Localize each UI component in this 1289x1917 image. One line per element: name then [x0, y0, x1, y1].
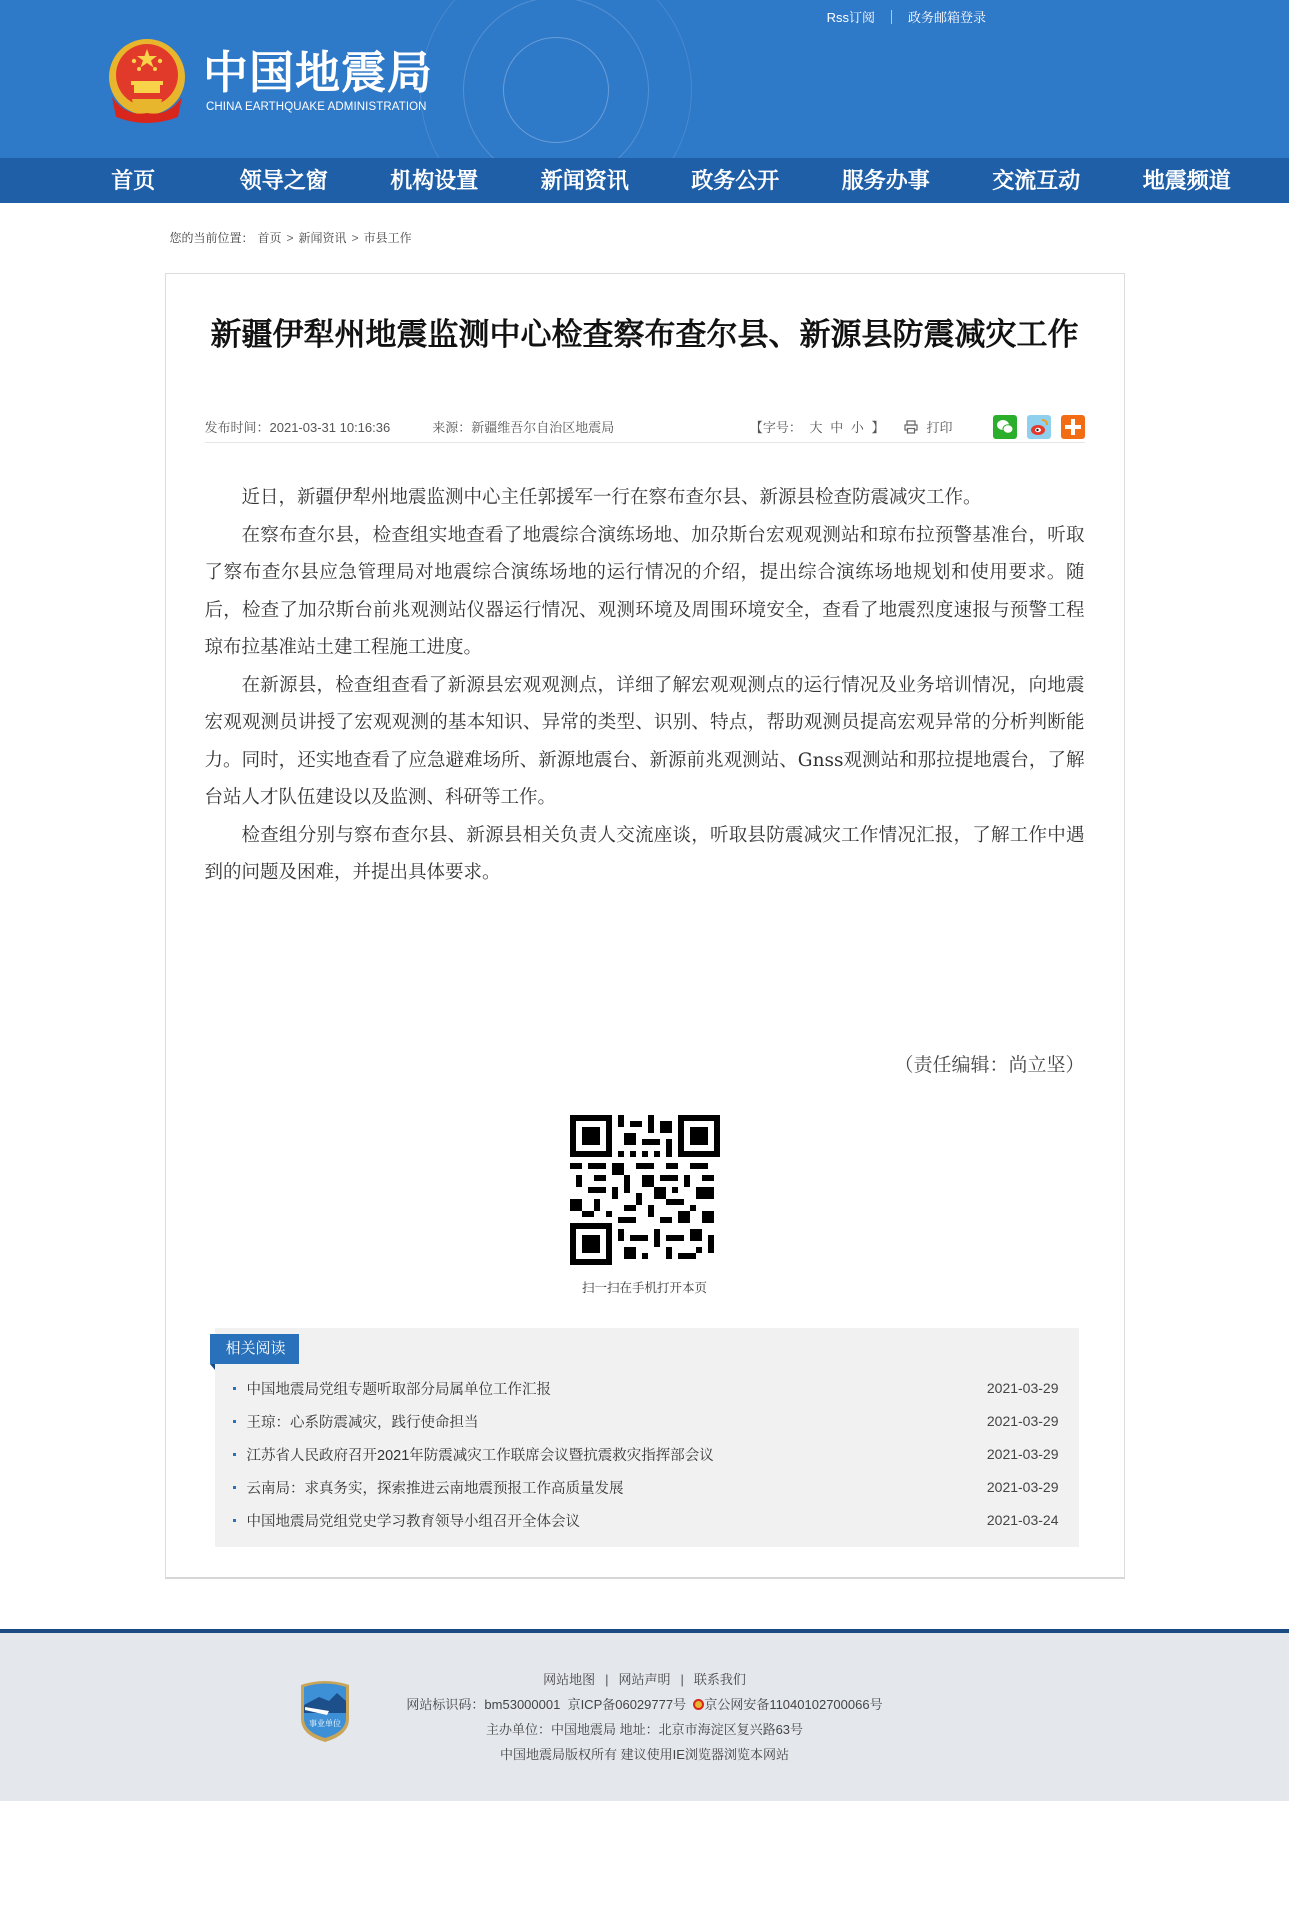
article-container [165, 273, 1125, 1579]
bullet-icon [233, 1486, 236, 1489]
related-link[interactable]: 中国地震局党组党史学习教育领导小组召开全体会议 [246, 1513, 580, 1530]
list-item [233, 1405, 1059, 1438]
bullet-icon [233, 1453, 236, 1456]
weibo-icon[interactable] [1027, 415, 1051, 439]
responsible-editor: （责任编辑：尚立坚） [894, 1053, 1085, 1076]
top-links [827, 7, 986, 26]
wechat-icon[interactable] [993, 415, 1017, 439]
article-paragraph: 检查组分别与察布查尔县、新源县相关负责人交流座谈，听取县防震减灾工作情况汇报，了解工作中遇到的问题及困难，并提出具体要求。 [204, 824, 1085, 883]
breadcrumb-separator: > [286, 231, 294, 245]
font-size-control [748, 417, 887, 436]
breadcrumb-home[interactable]: 首页 [257, 231, 282, 245]
breadcrumb-separator: > [351, 231, 359, 245]
related-date: 2021-03-24 [986, 1512, 1059, 1528]
more-share-icon[interactable] [1061, 415, 1085, 439]
article-meta [205, 413, 1085, 443]
svg-text:事业单位: 事业单位 [309, 1718, 341, 1728]
related-date: 2021-03-29 [986, 1380, 1059, 1396]
police-record-link[interactable]: 京公网安备11040102700066号 [704, 1696, 883, 1712]
nav-item-interaction[interactable]: 交流互动 [992, 168, 1081, 193]
nav-item-news[interactable]: 新闻资讯 [540, 168, 629, 193]
article-paragraph: 在察布查尔县，检查组实地查看了地震综合演练场地、加尕斯台宏观观测站和琼布拉预警基准台，听取了察布查尔县应急管理局对地震综合演练场地的运行情况的介绍，提出综合演练场地规划和使用要求。随后，检查了加尕斯台前兆观测站仪器运行情况、观测环境及周围环境安全，查看了地震烈度速报与预警工程琼布拉基准站土建工程施工进度。 [204, 524, 1085, 658]
divider [891, 10, 892, 24]
header-banner [0, 0, 1289, 158]
breadcrumb [165, 203, 1125, 273]
nav-item-organization[interactable]: 机构设置 [390, 168, 479, 193]
footer-statement-link[interactable]: 网站声明 [618, 1671, 671, 1687]
related-link[interactable]: 云南局：求真务实，探索推进云南地震预报工作高质量发展 [246, 1480, 624, 1497]
site-id-code: 网站标识码：bm53000001 [406, 1696, 561, 1712]
printer-icon [904, 420, 918, 434]
font-size-large[interactable]: 大 [809, 420, 823, 435]
footer [0, 1629, 1289, 1801]
footer-sitemap-link[interactable]: 网站地图 [543, 1671, 596, 1687]
national-emblem-icon[interactable] [106, 37, 188, 123]
rss-link[interactable]: Rss订阅 [826, 10, 875, 25]
related-reading [215, 1328, 1079, 1547]
font-size-small[interactable]: 小 [850, 420, 864, 435]
share-buttons [993, 415, 1085, 439]
related-list [215, 1364, 1079, 1537]
footer-info [0, 1667, 1289, 1767]
nav-item-services[interactable]: 服务办事 [841, 168, 930, 193]
site-logo-title[interactable]: 中国地震局 [203, 47, 434, 98]
publish-time: 发布时间：2021-03-31 10:16:36 [204, 420, 391, 435]
police-badge-icon [693, 1699, 704, 1710]
qr-section [570, 1115, 720, 1296]
bullet-icon [233, 1420, 236, 1423]
related-date: 2021-03-29 [986, 1479, 1059, 1495]
bullet-icon [233, 1387, 236, 1390]
main-nav [0, 158, 1289, 203]
icp-link[interactable]: 京ICP备06029777号 [567, 1696, 687, 1712]
breadcrumb-label: 您的当前位置： [169, 231, 254, 245]
footer-contact-link[interactable]: 联系我们 [693, 1671, 746, 1687]
nav-item-earthquake-channel[interactable]: 地震频道 [1142, 168, 1231, 193]
nav-item-gov-affairs[interactable]: 政务公开 [691, 168, 780, 193]
article-body [205, 443, 1085, 892]
bullet-icon [233, 1519, 236, 1522]
related-link[interactable]: 王琼：心系防震减灾，践行使命担当 [246, 1414, 479, 1431]
article-source: 来源：新疆维吾尔自治区地震局 [432, 420, 615, 435]
font-size-close: 】 [871, 420, 885, 435]
qr-caption: 扫一扫在手机打开本页 [581, 1280, 707, 1295]
breadcrumb-county-work[interactable]: 市县工作 [363, 231, 412, 245]
article-paragraph: 在新源县，检查组查看了新源县宏观观测点，详细了解宏观观测点的运行情况及业务培训情况，向地震宏观观测员讲授了宏观观测的基本知识、异常的类型、识别、特点，帮助观测员提高宏观异常的分析判断能力。同时，还实地查看了应急避难场所、新源地震台、新源前兆观测站、Gnss观测站和那拉提地震台，了解台站人才队伍建设以及监测、科研等工作。 [204, 674, 1085, 808]
list-item [233, 1504, 1059, 1537]
list-item [233, 1372, 1059, 1405]
breadcrumb-news[interactable]: 新闻资讯 [298, 231, 347, 245]
font-size-medium[interactable]: 中 [830, 420, 844, 435]
nav-item-home[interactable]: 首页 [111, 168, 156, 193]
list-item [233, 1471, 1059, 1504]
footer-host-address: 主办单位：中国地震局 地址：北京市海淀区复兴路63号 [485, 1721, 804, 1737]
decorative-ring [503, 37, 609, 143]
footer-registration [0, 1692, 1289, 1717]
related-date: 2021-03-29 [986, 1413, 1059, 1429]
article-paragraph: 近日，新疆伊犁州地震监测中心主任郭援军一行在察布查尔县、新源县检查防震减灾工作。 [241, 487, 982, 508]
related-date: 2021-03-29 [986, 1446, 1059, 1462]
site-logo-subtitle: CHINA EARTHQUAKE ADMINISTRATION [206, 101, 427, 113]
footer-links: 网站地图 | 网站声明 | 联系我们 [543, 1671, 746, 1687]
font-size-open: 【字号： [749, 420, 802, 435]
footer-copyright: 中国地震局版权所有 建议使用IE浏览器浏览本网站 [500, 1746, 789, 1762]
qr-code-icon [570, 1115, 720, 1265]
gov-mail-login-link[interactable]: 政务邮箱登录 [907, 10, 986, 25]
related-heading: 相关阅读 [210, 1334, 306, 1364]
print-label: 打印 [926, 420, 953, 435]
related-link[interactable]: 中国地震局党组专题听取部分局属单位工作汇报 [246, 1381, 551, 1398]
related-link[interactable]: 江苏省人民政府召开2021年防震减灾工作联席会议暨抗震救灾指挥部会议 [246, 1447, 714, 1464]
article-title: 新疆伊犁州地震监测中心检查察布查尔县、新源县防震减灾工作 [210, 317, 1079, 353]
list-item [233, 1438, 1059, 1471]
nav-item-leadership[interactable]: 领导之窗 [239, 168, 328, 193]
print-button[interactable] [904, 417, 952, 436]
